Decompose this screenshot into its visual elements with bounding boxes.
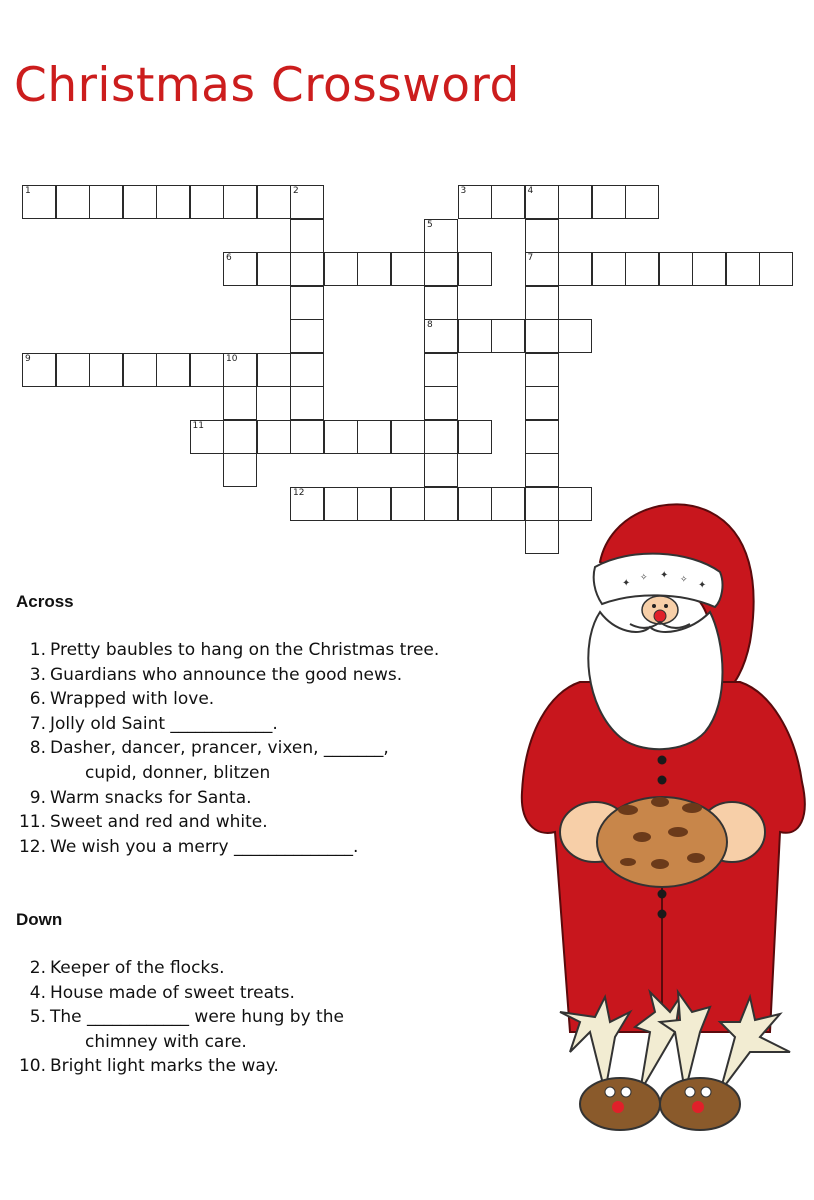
grid-cell[interactable] bbox=[223, 420, 257, 454]
grid-cell[interactable] bbox=[223, 185, 257, 219]
clue-item bbox=[0, 1006, 344, 1028]
grid-cell[interactable] bbox=[223, 386, 257, 420]
clue-number: 7. bbox=[29, 713, 46, 734]
grid-cell[interactable] bbox=[156, 185, 190, 219]
grid-cell[interactable] bbox=[558, 319, 592, 353]
grid-cell[interactable] bbox=[625, 185, 659, 219]
grid-cell[interactable] bbox=[324, 487, 358, 521]
clue-text: Sweet and red and white. bbox=[50, 812, 268, 833]
clue-number: 2. bbox=[29, 958, 46, 978]
clue-continuation: cupid, donner, blitzen bbox=[85, 763, 271, 783]
grid-cell[interactable] bbox=[22, 185, 56, 219]
grid-cell[interactable] bbox=[525, 319, 559, 353]
clue-text: Pretty baubles to hang on the Christmas tree. bbox=[50, 640, 440, 660]
grid-cell[interactable] bbox=[223, 453, 257, 487]
grid-cell[interactable] bbox=[290, 286, 324, 320]
grid-cell[interactable] bbox=[391, 420, 425, 454]
page-title: Christmas Crossword bbox=[14, 58, 520, 113]
cell-number: 4 bbox=[527, 186, 534, 196]
grid-cell[interactable] bbox=[357, 420, 391, 454]
cell-number: 1 bbox=[25, 186, 31, 196]
clue-number: 12. bbox=[18, 836, 46, 857]
grid-cell[interactable] bbox=[290, 185, 324, 219]
grid-cell[interactable] bbox=[290, 420, 324, 454]
grid-cell[interactable] bbox=[424, 219, 458, 253]
clue-item bbox=[0, 639, 439, 661]
clue-number: 3. bbox=[29, 664, 46, 685]
grid-cell[interactable] bbox=[223, 252, 257, 286]
cell-number: 11 bbox=[192, 420, 204, 431]
down-heading: Down bbox=[16, 910, 63, 929]
grid-cell[interactable] bbox=[357, 252, 391, 286]
clue-number: 6. bbox=[29, 689, 46, 710]
grid-cell[interactable] bbox=[592, 185, 626, 219]
grid-cell[interactable] bbox=[391, 487, 425, 521]
cell-number: 7 bbox=[527, 253, 534, 263]
clue-text: House made of sweet treats. bbox=[50, 982, 295, 1003]
cell-number: 3 bbox=[460, 186, 467, 196]
cell-number: 2 bbox=[293, 186, 299, 196]
grid-cell[interactable] bbox=[56, 185, 90, 219]
grid-cell[interactable] bbox=[290, 252, 324, 286]
grid-cell[interactable] bbox=[89, 185, 123, 219]
grid-cell[interactable] bbox=[424, 286, 458, 320]
grid-cell[interactable] bbox=[22, 353, 56, 387]
santa-nose bbox=[654, 610, 666, 622]
grid-cell[interactable] bbox=[324, 420, 358, 454]
clue-number: 11. bbox=[18, 812, 46, 833]
clue-number: 1. bbox=[29, 640, 46, 660]
santa-illustration bbox=[510, 492, 810, 1132]
grid-cell[interactable] bbox=[391, 252, 425, 286]
cell-number: 12 bbox=[293, 487, 305, 498]
svg-text:✦: ✦ bbox=[622, 578, 631, 589]
grid-cell[interactable] bbox=[424, 252, 458, 286]
grid-cell[interactable] bbox=[257, 353, 291, 387]
grid-cell[interactable] bbox=[525, 252, 559, 286]
grid-cell[interactable] bbox=[525, 420, 559, 454]
svg-text:✦: ✦ bbox=[698, 580, 707, 591]
grid-cell[interactable] bbox=[123, 185, 157, 219]
grid-cell[interactable] bbox=[89, 353, 123, 387]
clue-text: Dasher, dancer, prancer, vixen, _______, bbox=[50, 738, 389, 759]
clue-number: 8. bbox=[29, 738, 46, 759]
grid-cell[interactable] bbox=[424, 453, 458, 487]
clue-text: Guardians who announce the good news. bbox=[50, 664, 403, 685]
grid-cell[interactable] bbox=[491, 319, 525, 353]
grid-cell[interactable] bbox=[424, 386, 458, 420]
clue-item bbox=[0, 664, 402, 686]
grid-cell[interactable] bbox=[223, 353, 257, 387]
grid-cell[interactable] bbox=[190, 353, 224, 387]
grid-cell[interactable] bbox=[290, 487, 324, 521]
grid-cell[interactable] bbox=[424, 420, 458, 454]
grid-cell[interactable] bbox=[692, 252, 726, 286]
grid-cell[interactable] bbox=[257, 185, 291, 219]
grid-cell[interactable] bbox=[525, 185, 559, 219]
grid-cell[interactable] bbox=[56, 353, 90, 387]
grid-cell[interactable] bbox=[558, 252, 592, 286]
cell-number: 5 bbox=[427, 219, 433, 230]
grid-cell[interactable] bbox=[525, 386, 559, 420]
grid-cell[interactable] bbox=[123, 353, 157, 387]
clue-item bbox=[0, 688, 214, 710]
grid-cell[interactable] bbox=[290, 353, 324, 387]
grid-cell[interactable] bbox=[190, 185, 224, 219]
clue-number: 10. bbox=[18, 1056, 46, 1077]
clue-text: The ____________ were hung by the bbox=[50, 1007, 344, 1028]
clue-number: 9. bbox=[29, 787, 46, 808]
grid-cell[interactable] bbox=[525, 453, 559, 487]
grid-cell[interactable] bbox=[458, 420, 492, 454]
cell-number: 9 bbox=[25, 353, 31, 364]
grid-cell[interactable] bbox=[592, 252, 626, 286]
clue-text: Jolly old Saint ____________. bbox=[50, 713, 278, 734]
grid-cell[interactable] bbox=[357, 487, 391, 521]
grid-cell[interactable] bbox=[290, 386, 324, 420]
clue-item bbox=[0, 737, 389, 759]
svg-text:✧: ✧ bbox=[680, 575, 688, 585]
grid-cell[interactable] bbox=[324, 252, 358, 286]
grid-cell[interactable] bbox=[759, 252, 793, 286]
cell-number: 6 bbox=[226, 253, 232, 263]
clue-continuation: chimney with care. bbox=[85, 1031, 247, 1052]
grid-cell[interactable] bbox=[458, 487, 492, 521]
clue-item bbox=[0, 811, 268, 833]
clue-number: 4. bbox=[29, 982, 46, 1003]
clue-text: Bright light marks the way. bbox=[50, 1056, 279, 1077]
svg-text:✧: ✧ bbox=[640, 573, 648, 583]
cookie-plate bbox=[597, 797, 727, 887]
clue-item bbox=[0, 836, 358, 858]
clue-item bbox=[0, 1055, 279, 1077]
grid-cell[interactable] bbox=[257, 252, 291, 286]
clue-item bbox=[0, 957, 225, 979]
clue-text: Keeper of the flocks. bbox=[50, 958, 225, 978]
clue-text: Warm snacks for Santa. bbox=[50, 787, 252, 808]
grid-cell[interactable] bbox=[458, 185, 492, 219]
grid-cell[interactable] bbox=[190, 420, 224, 454]
grid-cell[interactable] bbox=[525, 353, 559, 387]
grid-cell[interactable] bbox=[558, 185, 592, 219]
clue-item bbox=[0, 713, 278, 735]
crossword-grid bbox=[0, 0, 814, 560]
grid-cell[interactable] bbox=[458, 319, 492, 353]
across-heading: Across bbox=[16, 592, 74, 611]
clue-number: 5. bbox=[29, 1007, 46, 1028]
grid-cell[interactable] bbox=[156, 353, 190, 387]
grid-cell[interactable] bbox=[625, 252, 659, 286]
clue-item bbox=[0, 787, 252, 809]
grid-cell[interactable] bbox=[424, 319, 458, 353]
grid-cell[interactable] bbox=[257, 420, 291, 454]
grid-cell[interactable] bbox=[525, 219, 559, 253]
clue-text: We wish you a merry ______________. bbox=[50, 836, 359, 857]
grid-cell[interactable] bbox=[290, 219, 324, 253]
svg-text:✦: ✦ bbox=[660, 570, 669, 581]
grid-cell[interactable] bbox=[491, 185, 525, 219]
clue-item bbox=[0, 982, 295, 1004]
grid-cell[interactable] bbox=[525, 286, 559, 320]
grid-cell[interactable] bbox=[726, 252, 760, 286]
grid-cell[interactable] bbox=[424, 353, 458, 387]
clue-text: Wrapped with love. bbox=[50, 689, 215, 710]
cell-number: 10 bbox=[226, 353, 238, 364]
grid-cell[interactable] bbox=[458, 252, 492, 286]
grid-cell[interactable] bbox=[659, 252, 693, 286]
grid-cell[interactable] bbox=[424, 487, 458, 521]
grid-cell[interactable] bbox=[290, 319, 324, 353]
cell-number: 8 bbox=[427, 320, 433, 330]
